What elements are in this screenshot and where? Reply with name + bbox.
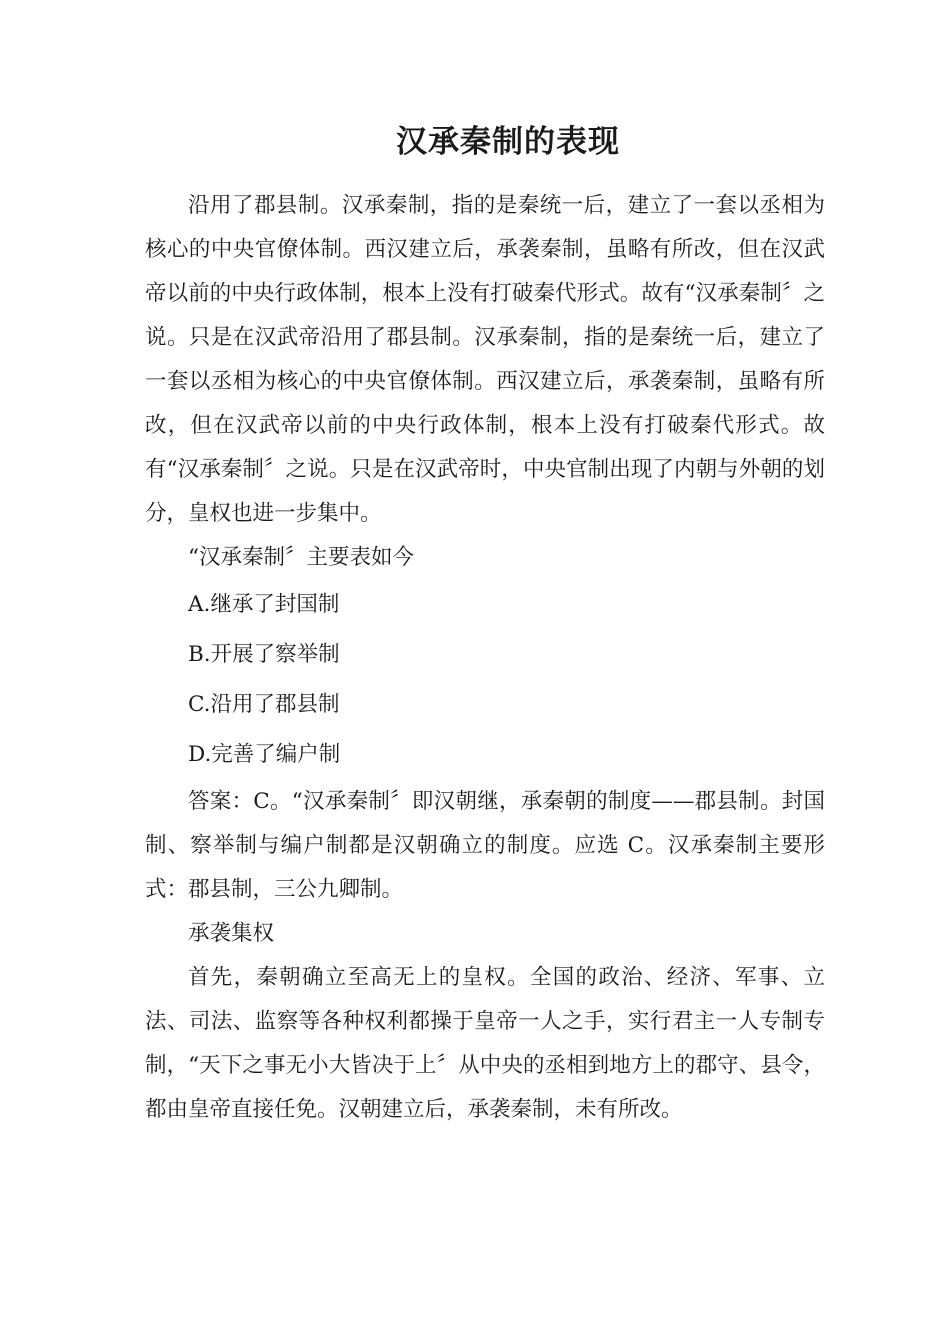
document-body (145, 184, 825, 1132)
option-a: A.继承了封国制 (188, 592, 340, 617)
document-title: 汉承秦制的表现 (396, 124, 620, 160)
intro-paragraph: 沿用了郡县制。汉承秦制，指的是秦统一后，建立了一套以丞相为核心的中央官僚体制。西汉建立后，承袭秦制，虽略有所改，但在汉武帝以前的中央行政体制，根本上没有打破秦代形式。故有“汉承秦制〞之说。只是在汉武帝沿用了郡县制。汉承秦制，指的是秦统一后，建立了一套以丞相为核心的中央官僚体制。西汉建立后，承袭秦制，虽略有所改，但在汉武帝以前的中央行政体制，根本上没有打破秦代形式。故有“汉承秦制〞之说。只是在汉武帝时，中央官制出现了内朝与外朝的划分，皇权也进一步集中。 (145, 193, 825, 526)
option-d: D.完善了编户制 (188, 742, 341, 767)
option-c: C.沿用了郡县制 (188, 692, 340, 717)
question-text: “汉承秦制〞主要表如今 (188, 545, 414, 570)
section-heading: 承袭集权 (188, 921, 275, 946)
answer-paragraph: 答案：C。“汉承秦制〞即汉朝继，承秦朝的制度——郡县制。封国制、察举制与编户制都是汉朝确立的制度。应选 C。汉承秦制主要形式：郡县制，三公九卿制。 (145, 789, 825, 902)
option-b: B.开展了察举制 (188, 642, 340, 667)
final-paragraph: 首先，秦朝确立至高无上的皇权。全国的政治、经济、军事、立法、司法、监察等各种权利都操于皇帝一人之手，实行君主一人专制专制，“天下之事无小大皆决于上〞从中央的丞相到地方上的郡守、县令，都由皇帝直接任免。汉朝建立后，承袭秦制，未有所改。 (145, 965, 825, 1122)
